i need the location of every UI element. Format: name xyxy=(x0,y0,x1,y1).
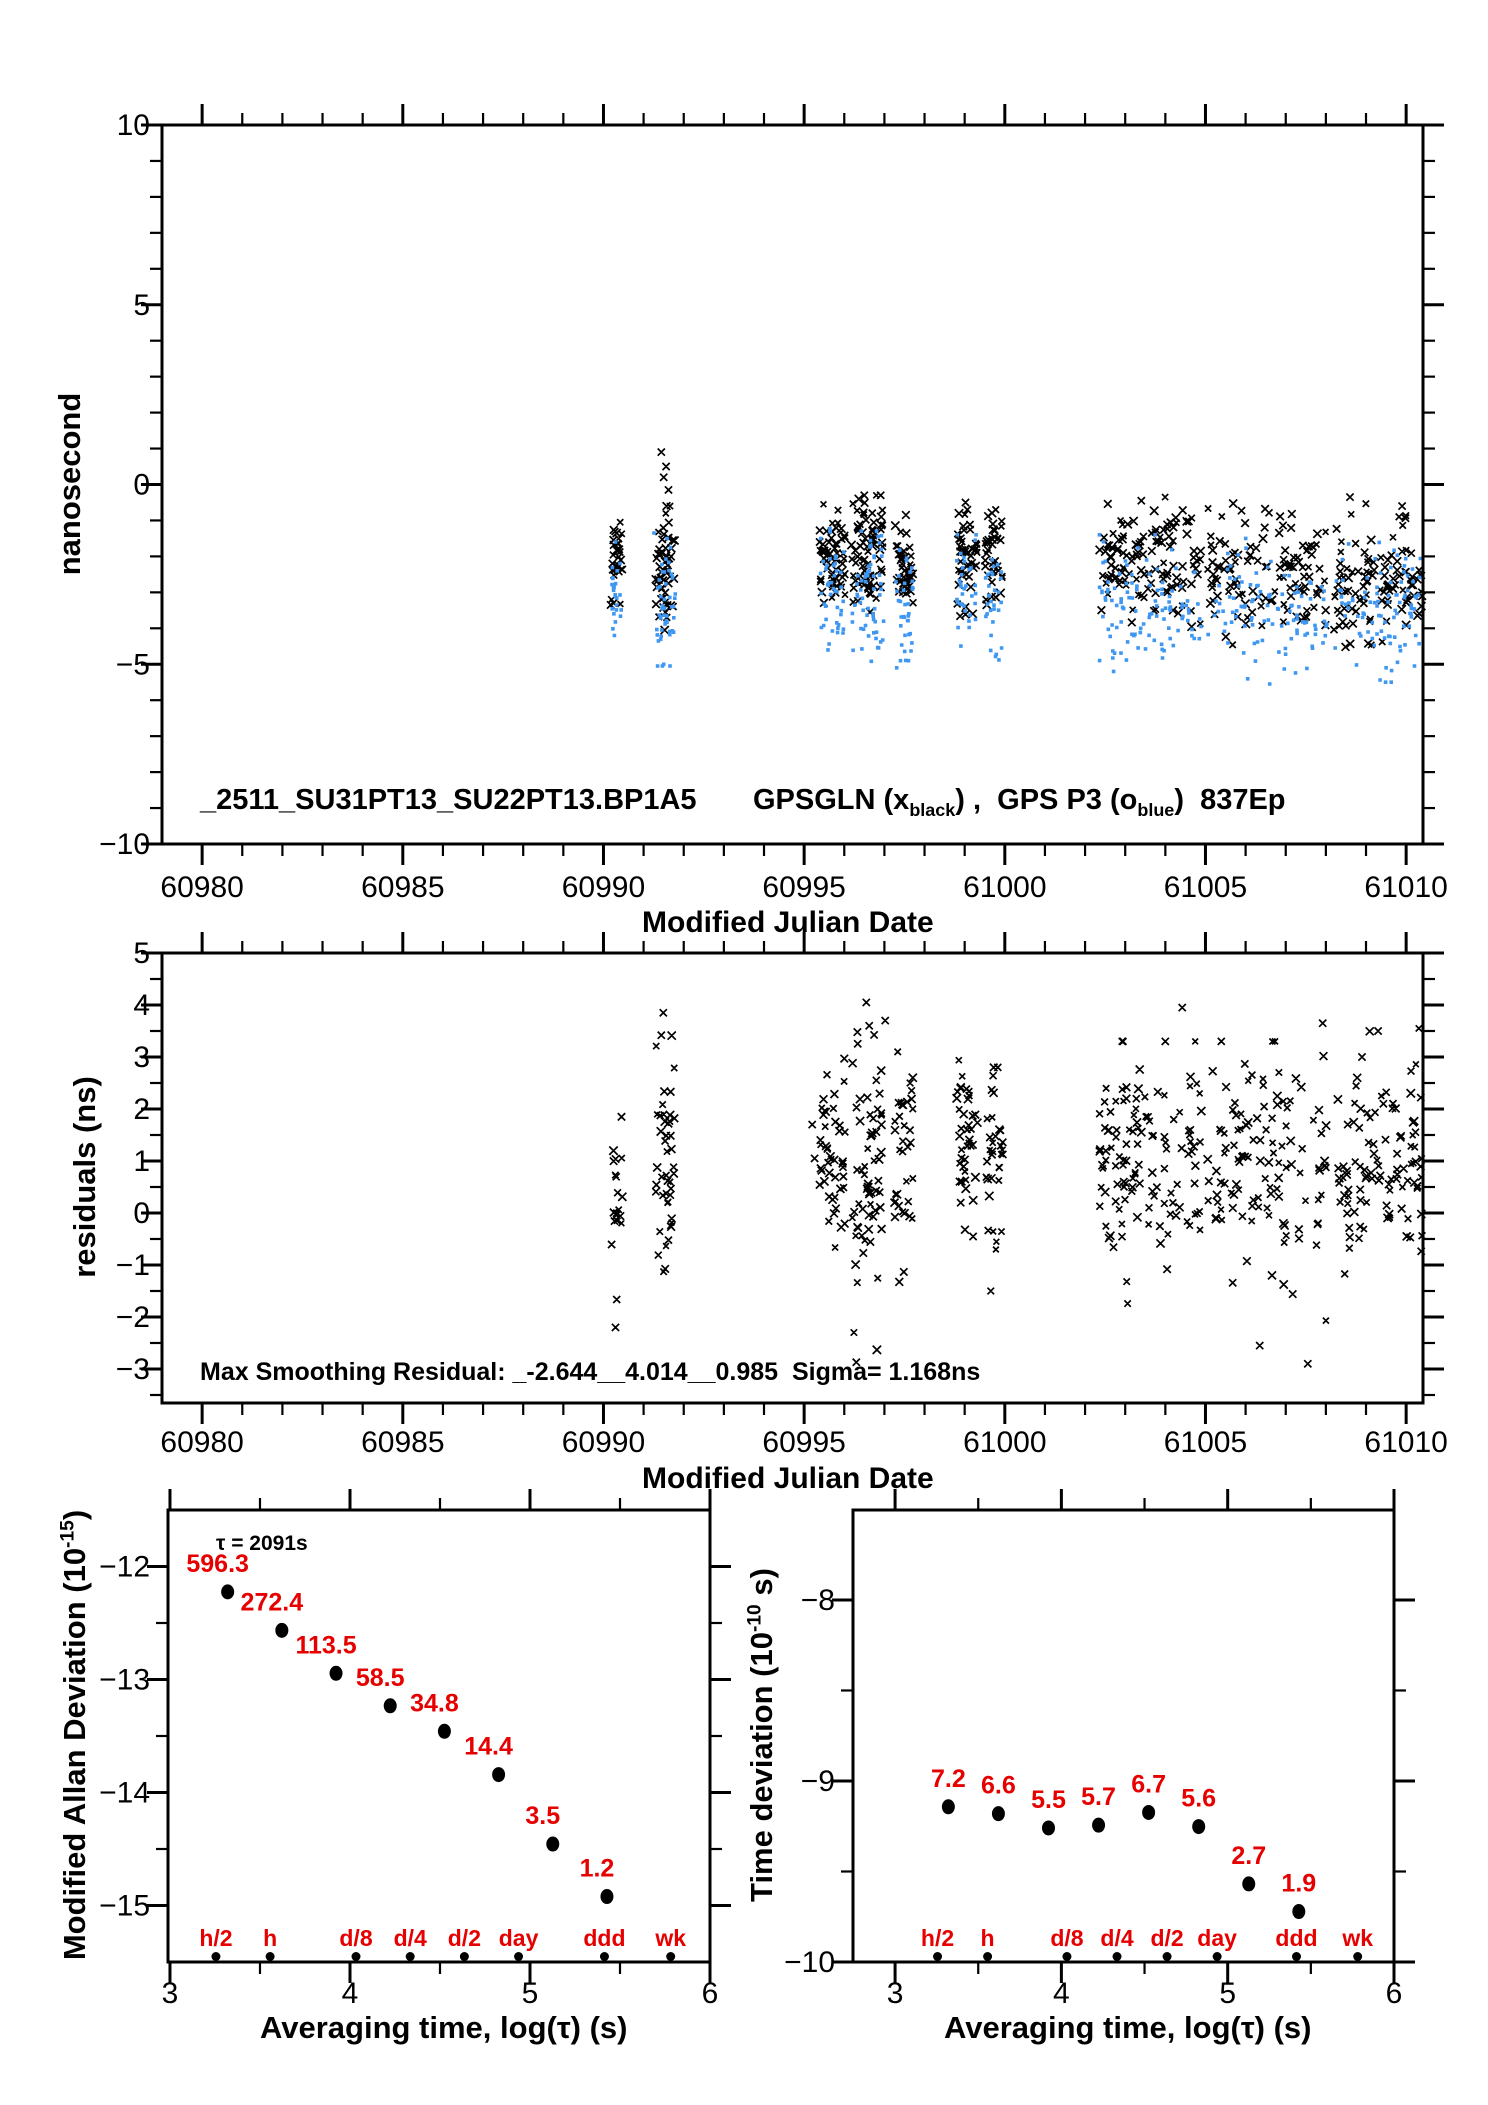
svg-text:h: h xyxy=(263,1925,278,1951)
svg-text:wk: wk xyxy=(1342,1925,1374,1951)
mdev-x-axis-label-text: Averaging time, log(τ) (s) xyxy=(260,2010,628,2045)
scatter-series-gps-p3-o-blue xyxy=(610,527,1422,686)
svg-text:1.2: 1.2 xyxy=(579,1854,615,1883)
tdev-y-label-exponent: -10 xyxy=(744,1604,766,1633)
mdev-y-label-main: Modified Allan Deviation (10 xyxy=(57,1547,92,1961)
svg-text:60990: 60990 xyxy=(561,871,646,904)
svg-text:60980: 60980 xyxy=(160,871,244,904)
legend-epochs: ) 837Ep xyxy=(1174,784,1286,816)
mdev-y-label-exponent: -15 xyxy=(57,1520,79,1548)
svg-text:34.8: 34.8 xyxy=(410,1689,459,1718)
svg-text:5: 5 xyxy=(133,937,150,970)
svg-text:h/2: h/2 xyxy=(199,1925,233,1951)
svg-text:596.3: 596.3 xyxy=(186,1549,249,1578)
scatter-series-residuals-x-black xyxy=(608,999,1425,1368)
svg-text:3.5: 3.5 xyxy=(525,1802,561,1831)
mdev-panel-value-labels xyxy=(186,1550,614,1883)
svg-text:5: 5 xyxy=(521,1977,539,2010)
svg-text:6.7: 6.7 xyxy=(1131,1770,1166,1799)
svg-text:−10: −10 xyxy=(784,1946,835,1979)
svg-text:wk: wk xyxy=(655,1925,687,1951)
svg-text:−2: −2 xyxy=(115,1300,150,1334)
svg-text:−3: −3 xyxy=(115,1352,150,1386)
svg-text:6: 6 xyxy=(1385,1977,1403,2010)
svg-text:61000: 61000 xyxy=(963,871,1047,904)
svg-text:day: day xyxy=(498,1925,539,1951)
svg-text:61000: 61000 xyxy=(963,1426,1047,1459)
svg-text:3: 3 xyxy=(133,1040,150,1074)
svg-text:60995: 60995 xyxy=(762,1426,846,1459)
series-legend xyxy=(753,784,1286,821)
middle-y-axis-label-text: residuals (ns) xyxy=(67,1076,102,1278)
mdev-panel-category-markers xyxy=(199,1925,686,1961)
tdev-panel-ticks xyxy=(832,1489,1415,1983)
tdev-y-axis-label xyxy=(744,1285,780,2105)
middle-panel-axes-box xyxy=(162,953,1423,1403)
svg-text:5.6: 5.6 xyxy=(1181,1784,1217,1813)
mdev-panel-group xyxy=(99,1489,731,2010)
tdev-x-axis-label-text: Averaging time, log(τ) (s) xyxy=(944,2010,1312,2045)
legend-gpsp3: ) , GPS P3 (o xyxy=(955,784,1138,816)
svg-text:14.4: 14.4 xyxy=(464,1732,513,1761)
svg-text:−12: −12 xyxy=(99,1550,150,1584)
middle-x-axis-label xyxy=(642,1462,934,1496)
mdev-x-axis-label xyxy=(260,2010,628,2046)
svg-text:60990: 60990 xyxy=(561,1426,646,1459)
svg-text:60985: 60985 xyxy=(361,871,445,904)
svg-text:0: 0 xyxy=(133,1196,150,1230)
svg-text:−13: −13 xyxy=(99,1663,150,1697)
svg-text:10: 10 xyxy=(116,109,150,142)
svg-text:60985: 60985 xyxy=(361,1426,445,1459)
dataset-title-text: _2511_SU31PT13_SU22PT13.BP1A5 xyxy=(200,784,697,816)
mdev-panel-points xyxy=(221,1584,613,1904)
svg-text:1: 1 xyxy=(133,1144,150,1178)
svg-text:7.2: 7.2 xyxy=(930,1764,966,1793)
svg-text:d/8: d/8 xyxy=(339,1925,373,1951)
svg-text:−8: −8 xyxy=(800,1583,835,1617)
svg-text:d/2: d/2 xyxy=(1150,1925,1184,1951)
svg-text:−14: −14 xyxy=(99,1776,150,1810)
svg-text:−1: −1 xyxy=(115,1248,150,1282)
legend-gpsgln: GPSGLN (x xyxy=(753,784,910,816)
svg-text:−5: −5 xyxy=(115,648,150,682)
top-panel-axes-box xyxy=(162,125,1423,844)
tdev-panel-category-markers xyxy=(921,1925,1373,1961)
svg-text:60995: 60995 xyxy=(762,871,846,904)
svg-text:4: 4 xyxy=(1053,1977,1070,2010)
mdev-y-axis-label xyxy=(57,1285,93,2105)
svg-text:ddd: ddd xyxy=(1275,1925,1318,1951)
svg-text:d/4: d/4 xyxy=(393,1925,427,1951)
svg-text:3: 3 xyxy=(161,1977,179,2010)
dataset-title xyxy=(200,784,697,817)
svg-text:2.7: 2.7 xyxy=(1231,1841,1267,1870)
svg-text:61010: 61010 xyxy=(1364,1426,1448,1459)
svg-text:272.4: 272.4 xyxy=(240,1588,304,1617)
svg-text:d/8: d/8 xyxy=(1050,1925,1084,1951)
svg-text:61005: 61005 xyxy=(1163,1426,1248,1459)
tdev-panel-value-labels xyxy=(931,1765,1316,1898)
svg-text:2: 2 xyxy=(133,1092,150,1126)
svg-text:−10: −10 xyxy=(99,828,150,861)
svg-text:−15: −15 xyxy=(99,1889,150,1923)
mdev-y-label-close: ) xyxy=(57,1509,92,1521)
svg-text:h/2: h/2 xyxy=(920,1925,955,1951)
top-y-axis-label-text: nanosecond xyxy=(52,392,87,576)
svg-text:h: h xyxy=(980,1925,995,1951)
top-x-axis-label xyxy=(642,906,934,940)
svg-text:3: 3 xyxy=(886,1977,904,2010)
smoothing-residual-annotation xyxy=(200,1358,980,1387)
middle-x-axis-label-text: Modified Julian Date xyxy=(642,1462,934,1495)
svg-text:6: 6 xyxy=(701,1977,719,2010)
svg-text:60980: 60980 xyxy=(160,1426,244,1459)
mdev-panel-axes-box xyxy=(168,1510,710,1962)
legend-black-subscript: black xyxy=(909,799,956,820)
svg-text:−9: −9 xyxy=(800,1764,835,1798)
svg-text:113.5: 113.5 xyxy=(295,1631,357,1660)
svg-text:d/2: d/2 xyxy=(447,1925,481,1951)
svg-text:5: 5 xyxy=(1219,1977,1237,2010)
svg-text:61005: 61005 xyxy=(1163,871,1248,904)
svg-text:d/4: d/4 xyxy=(1100,1925,1134,1951)
svg-text:1.9: 1.9 xyxy=(1281,1869,1317,1898)
tdev-y-label-main: Time deviation (10 xyxy=(744,1632,779,1902)
svg-text:61010: 61010 xyxy=(1364,871,1448,904)
svg-text:58.5: 58.5 xyxy=(355,1663,405,1692)
svg-text:4: 4 xyxy=(133,988,150,1022)
middle-panel-ticks xyxy=(141,932,1444,1424)
svg-text:6.6: 6.6 xyxy=(981,1771,1016,1800)
tau-annotation xyxy=(216,1532,308,1556)
top-x-axis-label-text: Modified Julian Date xyxy=(642,906,934,939)
smoothing-residual-text: Max Smoothing Residual: _-2.644__4.014__0.985 Sigma= 1.168ns xyxy=(200,1358,981,1386)
svg-text:day: day xyxy=(1197,1925,1237,1951)
legend-blue-subscript: blue xyxy=(1137,799,1175,820)
tdev-x-axis-label xyxy=(944,2010,1312,2046)
tdev-panel-group xyxy=(784,1489,1415,2010)
top-panel-ticks xyxy=(141,104,1444,865)
svg-text:4: 4 xyxy=(341,1977,359,2010)
svg-text:0: 0 xyxy=(133,468,150,502)
svg-text:5: 5 xyxy=(133,288,150,322)
svg-text:5.7: 5.7 xyxy=(1081,1783,1116,1812)
svg-text:ddd: ddd xyxy=(583,1925,626,1951)
tdev-y-label-close: s) xyxy=(744,1568,779,1605)
tau-annotation-text: τ = 2091s xyxy=(216,1532,308,1555)
svg-text:5.5: 5.5 xyxy=(1031,1785,1066,1814)
